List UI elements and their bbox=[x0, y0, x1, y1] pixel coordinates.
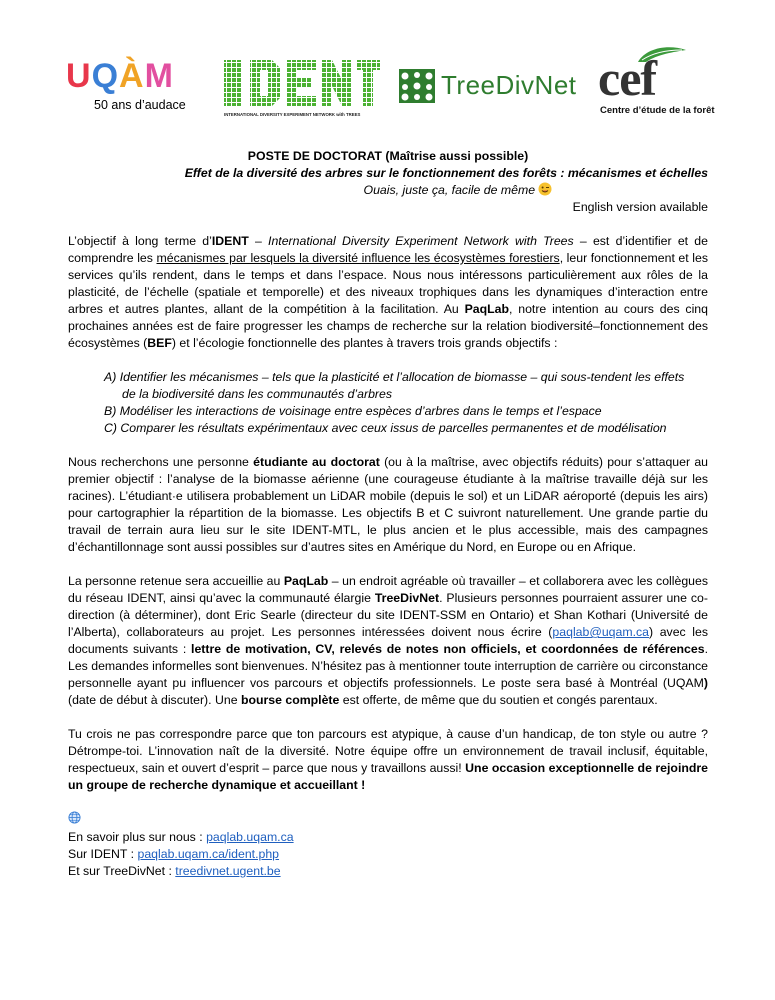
treedivnet-logo bbox=[399, 69, 579, 103]
page-title: POSTE DE DOCTORAT (Maîtrise aussi possible) bbox=[247, 149, 529, 163]
paragraph-diversity bbox=[68, 726, 708, 794]
cef-wordmark: cef bbox=[598, 50, 657, 106]
uqam-letter-q: Q bbox=[91, 57, 120, 95]
text: La personne retenue sera accueillie au bbox=[68, 574, 284, 588]
tagline-text: Ouais, juste ça, facile de même bbox=[363, 183, 536, 197]
text: ) avec les documents suivants : bbox=[68, 625, 709, 656]
list-item bbox=[104, 369, 708, 403]
link-line-ident bbox=[68, 846, 708, 863]
tagline bbox=[68, 182, 708, 199]
link-line-paqlab bbox=[68, 829, 708, 846]
text: (date de début à discuter). Une bbox=[68, 693, 241, 707]
text: (ou à la maîtrise, avec objectifs réduits) pour s’attaquer au premier objectif : l’analyse de la biomasse aérienne (une courageuse étudiante à la maîtrise travaille déjà sur les racines). L’étudiant·e utilisera probablement un LiDAR mobile (depuis le sol) et un LiDAR aéroporté (depuis les airs) pour cartographier la répartition de la biomasse. Les objectifs B et C suivront naturellement. Une grande partie du travail de terrain aura lieu sur le site IDENT-MTL, le plus ancien et le plus accessible, mais des campagnes d’échantillonnage sont aussi possibles sur d’autres sites en Amérique du Nord, en Europe ou en Afrique. bbox=[68, 455, 708, 554]
list-item bbox=[104, 403, 708, 420]
paragraph-objective bbox=[68, 233, 708, 352]
text: – bbox=[248, 234, 269, 248]
text: Nous recherchons une personne bbox=[68, 455, 254, 469]
text: ) et l’écologie fonctionnelle des plantes à travers trois grands objectifs : bbox=[171, 336, 558, 350]
globe-icon bbox=[68, 811, 81, 824]
bold-text: lettre de motivation, CV, relevés de notes non officiels, et coordonnées de références bbox=[191, 642, 705, 656]
objective-text: de la biodiversité dans les communautés d’arbres bbox=[122, 387, 392, 401]
objective-text: C) Comparer les résultats expérimentaux avec ceux issus de parcelles permanentes et de modélisation bbox=[104, 421, 667, 435]
ident-wordmark-graphic bbox=[222, 58, 380, 120]
bold-text: IDENT bbox=[211, 234, 249, 248]
objectives-list bbox=[68, 369, 708, 437]
text: . Les demandes informelles sont bienvenues. N’hésitez pas à mentionner toute interruption de carrière ou circonstance personnelle ayant pu influencer vos parcours et objectifs professionnels. Le poste sera basé à Montréal (UQAM bbox=[68, 642, 708, 690]
list-item bbox=[104, 420, 708, 437]
ident-subtitle: INTERNATIONAL DIVERSITY EXPERIMENT NETWORK with TREES bbox=[224, 112, 361, 117]
italic-text: International Diversity Experiment Network with Trees bbox=[268, 234, 574, 248]
uqam-letter-u: U bbox=[66, 57, 92, 95]
english-version-note: English version available bbox=[572, 200, 708, 214]
uqam-letter-a: À bbox=[119, 57, 145, 95]
text: , leur fonctionnement et les services qu’ils rendent, dans le temps et dans l’espace. Nous nous intéressons particulièrement aux rôles de la plasticité, de l’échelle (spatiale et temporelle) et des niveaux trophiques dans les dynamiques d’interaction entre arbres et autres plantes, allant de la compétition à la facilitation. Au bbox=[68, 251, 708, 316]
job-posting bbox=[68, 148, 708, 880]
text: , notre intention au cours des cinq prochaines années est de faire progresser les champs de recherche sur la relation biodiversité–fonctionnement des écosystèmes ( bbox=[68, 302, 708, 350]
objective-text: A) Identifier les mécanismes – tels que la plasticité et l’allocation de biomasse – qui sous-tendent les effets bbox=[104, 370, 685, 384]
wink-emoji-icon bbox=[538, 182, 552, 196]
text: L’objectif à long terme d’ bbox=[68, 234, 212, 248]
bold-text: ) bbox=[703, 676, 708, 690]
bold-text: TreeDivNet bbox=[374, 591, 440, 605]
paqlab-link[interactable]: paqlab.uqam.ca bbox=[206, 830, 294, 844]
bold-text: BEF bbox=[147, 336, 172, 350]
email-link[interactable]: paqlab@uqam.ca bbox=[552, 625, 649, 639]
text: est offerte, de même que du soutien et congés parentaux. bbox=[339, 693, 658, 707]
link-line-treedivnet bbox=[68, 863, 708, 880]
paragraph-candidate bbox=[68, 454, 708, 556]
treedivnet-wordmark: TreeDivNet bbox=[441, 70, 577, 100]
text: . Plusieurs personnes pourraient assurer une co-direction (à déterminer), dont Eric Searle (directeur du site IDENT-SSM en Ontario) et Shan Kothari (Université de l’Alberta), collaborateurs au projet. Les personnes intéressées doivent nous écrire ( bbox=[68, 591, 708, 639]
ident-logo bbox=[222, 58, 380, 120]
cef-subtitle: Centre d’étude de la forêt bbox=[600, 105, 715, 116]
link-label: Et sur TreeDivNet : bbox=[68, 864, 176, 878]
objective-text: B) Modéliser les interactions de voisinage entre espèces d’arbres dans le temps et l’espace bbox=[104, 404, 602, 418]
ident-link[interactable]: paqlab.uqam.ca/ident.php bbox=[137, 847, 280, 861]
link-label: Sur IDENT : bbox=[68, 847, 138, 861]
uqam-letter-m: M bbox=[144, 57, 174, 95]
cef-logo bbox=[598, 48, 715, 122]
bold-text: bourse complète bbox=[240, 693, 340, 707]
uqam-wordmark bbox=[66, 58, 194, 94]
text: Tu crois ne pas correspondre parce que ton parcours est atypique, à cause d’un handicap, de ton style ou autre ? Détrompe-toi. L’innovation naît de la diversité. Notre équipe offre un environnement de travail inclusif, équitable, respectueux, sain et ouvert d’esprit – parce que nous y travaillons aussi! bbox=[68, 727, 708, 775]
page-subtitle: Effet de la diversité des arbres sur le fonctionnement des forêts : mécanismes et échelles bbox=[184, 166, 708, 180]
globe-line bbox=[68, 811, 708, 829]
paragraph-position bbox=[68, 573, 708, 709]
bold-text: PaqLab bbox=[464, 302, 509, 316]
treedivnet-tree-grid-icon bbox=[399, 69, 435, 103]
link-label: En savoir plus sur nous : bbox=[68, 830, 207, 844]
text: – est d’identifier et de comprendre les bbox=[68, 234, 708, 265]
text: – un endroit agréable où travailler – et collaborera avec les collègues du réseau IDENT, ainsi qu’avec la communauté élargie bbox=[68, 574, 709, 605]
underlined-text: mécanismes par lesquels la diversité influence les écosystèmes forestiers bbox=[156, 251, 560, 265]
uqam-tagline: 50 ans d’audace bbox=[94, 98, 186, 112]
bold-text: Une occasion exceptionnelle de rejoindre un groupe de recherche dynamique et accueillant ! bbox=[68, 761, 709, 792]
treedivnet-link[interactable]: treedivnet.ugent.be bbox=[175, 864, 281, 878]
logo-bar bbox=[0, 0, 775, 140]
bold-text: PaqLab bbox=[283, 574, 329, 588]
bold-text: étudiante au doctorat bbox=[253, 455, 380, 469]
uqam-logo bbox=[66, 58, 194, 120]
